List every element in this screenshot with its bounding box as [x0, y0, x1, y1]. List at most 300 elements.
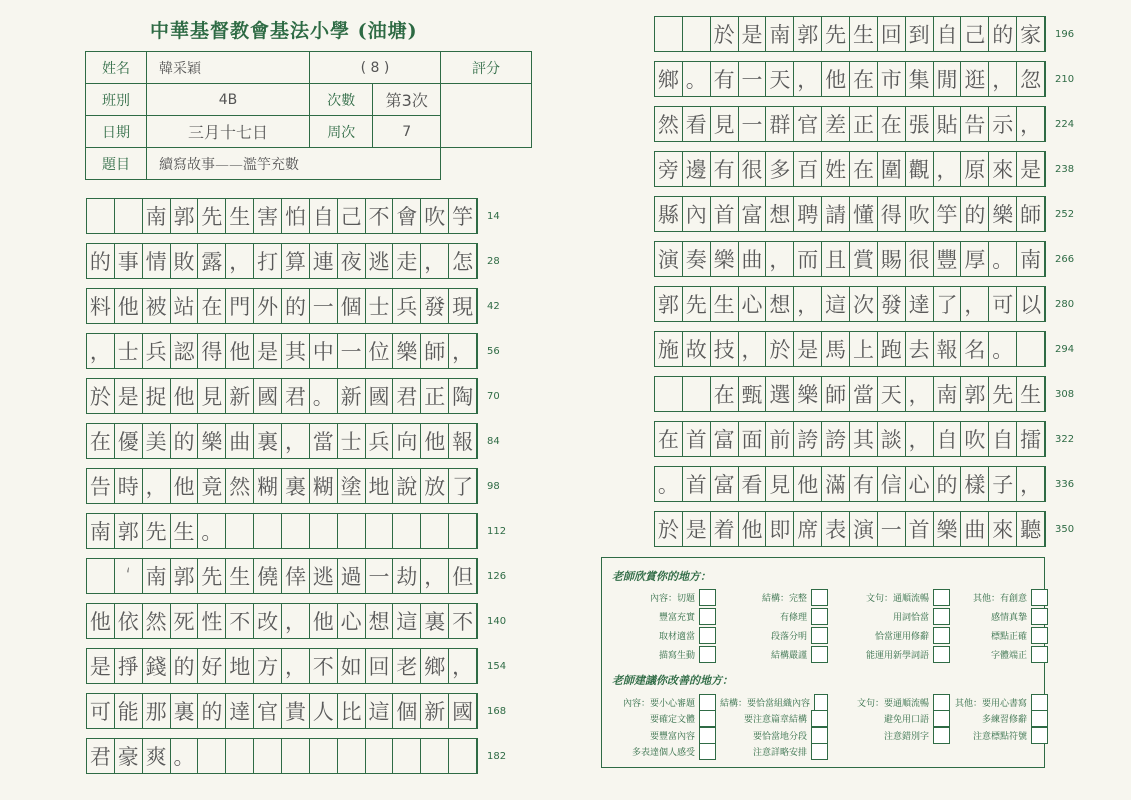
essay-cell: 新 [421, 694, 449, 728]
essay-cell: ， [766, 242, 794, 276]
essay-cell: 然 [143, 604, 171, 638]
essay-cell: 他 [822, 62, 850, 96]
checklist-label: 感情真摯 [990, 613, 1027, 623]
checkbox[interactable] [699, 694, 716, 711]
essay-cell [254, 739, 282, 773]
essay-cell [338, 739, 366, 773]
checkbox[interactable] [811, 608, 828, 625]
essay-row [86, 738, 507, 774]
essay-row [654, 511, 1075, 547]
essay-cell: 竽 [934, 197, 962, 231]
essay-cell: 依 [115, 604, 143, 638]
essay-cell: 賞 [850, 242, 878, 276]
essay-cell: 在 [878, 107, 906, 141]
essay-cell: 夜 [338, 244, 366, 278]
essay-cell: ， [794, 287, 822, 321]
essay-cell: 兵 [143, 334, 171, 368]
essay-grid-right [654, 16, 1075, 556]
essay-cell: 說 [393, 469, 421, 503]
checklist-item [720, 711, 832, 728]
essay-cell: 着 [711, 512, 739, 546]
checkbox[interactable] [811, 646, 828, 663]
essay-cell: 滿 [822, 467, 850, 501]
essay-cell: 了 [934, 287, 962, 321]
essay-cell: 生 [850, 17, 878, 51]
essay-cell: ， [421, 559, 449, 593]
checklist-item [608, 711, 720, 728]
essay-cell: 不 [226, 604, 254, 638]
essay-cell: 算 [282, 244, 310, 278]
essay-cell: 情 [143, 244, 171, 278]
essay-cell: 。 [989, 242, 1017, 276]
essay-cell: 樂 [934, 512, 962, 546]
essay-row [86, 423, 500, 459]
essay-cell: 席 [794, 512, 822, 546]
checklist-label: 描寫生動 [658, 651, 695, 661]
essay-cell: 竽 [449, 199, 477, 233]
essay-cell: 他 [115, 289, 143, 323]
essay-cell: 且 [822, 242, 850, 276]
essay-cell [366, 739, 394, 773]
name-label: 姓名 [86, 52, 147, 84]
checklist-label: 結構：完整 [761, 594, 807, 604]
essay-cell [393, 739, 421, 773]
essay-cell: 差 [822, 107, 850, 141]
essay-cell: 他 [794, 467, 822, 501]
checkbox[interactable] [699, 627, 716, 644]
char-count-label: 140 [487, 616, 507, 627]
essay-cell: 一 [739, 107, 767, 141]
essay-cell: 縣 [655, 197, 683, 231]
essay-cell: 的 [87, 244, 115, 278]
char-count-label: 294 [1055, 344, 1075, 355]
essay-cell: 信 [878, 467, 906, 501]
essay-cell [87, 559, 115, 593]
essay-cell: 倖 [282, 559, 310, 593]
essay-cell: 在 [850, 62, 878, 96]
essay-cell: 發 [878, 287, 906, 321]
checkbox[interactable] [933, 608, 950, 625]
essay-cell: 害 [254, 199, 282, 233]
char-count-label: 308 [1055, 389, 1075, 400]
essay-cell: 的 [961, 197, 989, 231]
improve-title: 老師建議你改善的地方： [612, 674, 733, 687]
essay-row [86, 333, 500, 369]
char-count-label: 196 [1055, 29, 1075, 40]
essay-cell: 料 [87, 289, 115, 323]
essay-cell: 百 [794, 152, 822, 186]
checkbox[interactable] [933, 710, 950, 727]
score-box [441, 84, 532, 148]
essay-cell: 的 [171, 649, 199, 683]
essay-cell: 有 [711, 62, 739, 96]
essay-cell: 自 [934, 422, 962, 456]
essay-cell: 中 [310, 334, 338, 368]
student-info-table [85, 51, 532, 180]
essay-cell: 樂 [989, 197, 1017, 231]
essay-row [86, 558, 507, 594]
essay-cell: 美 [143, 424, 171, 458]
essay-cell: ， [282, 424, 310, 458]
checklist-item [832, 626, 954, 645]
essay-cell: 。 [171, 739, 199, 773]
checklist-item [954, 727, 1052, 744]
checklist-item [954, 645, 1052, 664]
essay-cell: 會 [393, 199, 421, 233]
essay-cell: 到 [906, 17, 934, 51]
essay-cell: 君 [393, 379, 421, 413]
essay-cell: 然 [655, 107, 683, 141]
essay-cell: 樂 [198, 424, 226, 458]
checklist-label: 避免用口語 [883, 715, 929, 726]
essay-cell: 的 [171, 424, 199, 458]
essay-cell: 生 [226, 199, 254, 233]
essay-cell: 。 [655, 467, 683, 501]
checkbox[interactable] [933, 646, 950, 663]
essay-cell: 先 [683, 287, 711, 321]
essay-row [654, 16, 1075, 52]
topic-value: 續寫故事——濫竽充數 [147, 148, 441, 180]
char-count-label: 168 [487, 706, 507, 717]
essay-cell [655, 377, 683, 411]
essay-cell: 告 [961, 107, 989, 141]
essay-row [654, 286, 1075, 322]
essay-cell: 一 [366, 559, 394, 593]
essay-row [654, 151, 1075, 187]
char-count-label: 98 [487, 481, 500, 492]
essay-cell: 市 [878, 62, 906, 96]
essay-cell: 這 [393, 604, 421, 638]
essay-cell: 士 [366, 289, 394, 323]
char-count-label: 28 [487, 256, 500, 267]
essay-row [86, 603, 507, 639]
essay-cell: 想 [766, 287, 794, 321]
essay-cell: 得 [878, 197, 906, 231]
checklist-item [608, 694, 720, 711]
essay-cell: 是 [739, 17, 767, 51]
essay-cell: 在 [655, 422, 683, 456]
essay-cell: 比 [338, 694, 366, 728]
essay-cell: 己 [338, 199, 366, 233]
essay-cell: 曲 [961, 512, 989, 546]
checklist-label: 結構嚴謹 [770, 651, 807, 661]
essay-row [654, 61, 1075, 97]
checklist-item [832, 711, 954, 728]
essay-cell: 邊 [683, 152, 711, 186]
topic-label: 題目 [86, 148, 147, 180]
essay-cell: 懂 [850, 197, 878, 231]
essay-cell: 首 [711, 197, 739, 231]
essay-cell: 但 [449, 559, 477, 593]
essay-cell: 看 [683, 107, 711, 141]
week-label: 周次 [310, 116, 373, 148]
checkbox[interactable] [699, 646, 716, 663]
essay-cell: 新 [226, 379, 254, 413]
checklist-label: 多表達個人感受 [631, 748, 695, 759]
essay-cell: 位 [366, 334, 394, 368]
essay-cell: 跑 [878, 332, 906, 366]
essay-cell: 人 [310, 694, 338, 728]
essay-cell: 是 [87, 649, 115, 683]
essay-cell: 在 [711, 377, 739, 411]
char-count-label: 350 [1055, 524, 1075, 535]
checklist-item [608, 607, 720, 626]
char-count-label: 112 [487, 526, 507, 537]
essay-cell: 個 [393, 694, 421, 728]
essay-cell: 糊 [310, 469, 338, 503]
essay-cell [655, 17, 683, 51]
essay-cell: 馬 [822, 332, 850, 366]
essay-row [86, 693, 507, 729]
essay-cell: 富 [739, 197, 767, 231]
essay-cell: 名 [961, 332, 989, 366]
essay-cell: ， [87, 334, 115, 368]
checkbox[interactable] [1031, 646, 1048, 663]
essay-cell: 士 [338, 424, 366, 458]
essay-cell: 豐 [934, 242, 962, 276]
essay-cell: 。 [310, 379, 338, 413]
essay-cell: 這 [366, 694, 394, 728]
essay-cell: 過 [338, 559, 366, 593]
essay-cell: 天 [878, 377, 906, 411]
left-page [0, 0, 565, 800]
essay-cell: 樂 [711, 242, 739, 276]
essay-cell: 子 [989, 467, 1017, 501]
essay-cell: 好 [198, 649, 226, 683]
checkbox[interactable] [699, 710, 716, 727]
essay-cell: 心 [739, 287, 767, 321]
essay-cell: 認 [171, 334, 199, 368]
essay-cell [310, 514, 338, 548]
checklist-item [954, 588, 1052, 607]
essay-cell: 師 [421, 334, 449, 368]
essay-cell: 誇 [794, 422, 822, 456]
essay-cell: 他 [171, 379, 199, 413]
essay-cell: 富 [711, 467, 739, 501]
essay-cell: 打 [254, 244, 282, 278]
checklist-label: 結構：要恰當組織內容 [720, 698, 811, 709]
essay-cell: 心 [906, 467, 934, 501]
essay-cell: ， [143, 469, 171, 503]
essay-cell: 見 [198, 379, 226, 413]
essay-cell: 樂 [794, 377, 822, 411]
essay-cell: ， [906, 422, 934, 456]
essay-cell: 一 [310, 289, 338, 323]
essay-cell: 己 [961, 17, 989, 51]
teacher-evaluation-box [601, 557, 1045, 768]
essay-cell: 樂 [393, 334, 421, 368]
essay-row [654, 106, 1075, 142]
checklist-label: 內容：切題 [649, 594, 695, 604]
essay-cell: 先 [198, 199, 226, 233]
essay-cell: 很 [739, 152, 767, 186]
checkbox[interactable] [811, 743, 828, 760]
checkbox[interactable] [699, 727, 716, 744]
checkbox[interactable] [811, 710, 828, 727]
essay-cell [449, 514, 477, 548]
checklist-item [832, 645, 954, 664]
essay-cell: 一 [338, 334, 366, 368]
essay-cell: 那 [143, 694, 171, 728]
checkbox[interactable] [933, 589, 950, 606]
checkbox[interactable] [1031, 694, 1048, 711]
checklist-item [720, 694, 832, 711]
char-count-label: 266 [1055, 254, 1075, 265]
essay-cell: 他 [310, 604, 338, 638]
essay-cell: 郭 [794, 17, 822, 51]
essay-cell: 一 [878, 512, 906, 546]
essay-cell: 有 [850, 467, 878, 501]
essay-cell: 擂 [1017, 422, 1045, 456]
essay-cell: 演 [655, 242, 683, 276]
essay-row [86, 378, 500, 414]
char-count-label: 224 [1055, 119, 1075, 130]
essay-cell [282, 739, 310, 773]
checkbox[interactable] [814, 694, 828, 711]
checklist-label: 要注意篇章結構 [743, 715, 807, 726]
essay-cell: 於 [766, 332, 794, 366]
essay-cell: 於 [655, 512, 683, 546]
essay-cell: 圍 [878, 152, 906, 186]
essay-cell: ， [961, 287, 989, 321]
essay-cell: 他 [171, 469, 199, 503]
checkbox[interactable] [1031, 710, 1048, 727]
checklist-item [608, 744, 720, 761]
essay-cell: 家 [1017, 17, 1045, 51]
checklist-item [954, 744, 1052, 761]
essay-cell: 次 [850, 287, 878, 321]
essay-cell: 內 [683, 197, 711, 231]
essay-cell: 得 [198, 334, 226, 368]
checklist-label: 要豐富內容 [649, 731, 695, 742]
essay-cell: 郭 [115, 514, 143, 548]
checklist-label: 內容：要小心審題 [622, 698, 695, 709]
essay-cell: 吹 [961, 422, 989, 456]
essay-cell: 師 [1017, 197, 1045, 231]
char-count-label: 14 [487, 211, 500, 222]
essay-cell [310, 739, 338, 773]
essay-cell: 表 [822, 512, 850, 546]
essay-cell: 個 [338, 289, 366, 323]
essay-cell [393, 514, 421, 548]
essay-cell: 奏 [683, 242, 711, 276]
essay-cell: ， [421, 244, 449, 278]
essay-cell: ， [449, 334, 477, 368]
checklist-label: 有條理 [779, 613, 807, 623]
essay-cell: 前 [766, 422, 794, 456]
checklist-label: 用詞恰當 [892, 613, 929, 623]
essay-row [654, 376, 1075, 412]
checkbox[interactable] [699, 608, 716, 625]
essay-cell: 國 [366, 379, 394, 413]
essay-cell: 怕 [282, 199, 310, 233]
essay-cell: 貼 [934, 107, 962, 141]
essay-cell: 首 [683, 422, 711, 456]
essay-cell: 天 [766, 62, 794, 96]
essay-cell [226, 739, 254, 773]
checkbox[interactable] [811, 589, 828, 606]
essay-cell: 國 [254, 379, 282, 413]
essay-cell: 吹 [906, 197, 934, 231]
checkbox[interactable] [933, 694, 950, 711]
checkbox[interactable] [1031, 727, 1048, 744]
essay-cell: 露 [198, 244, 226, 278]
essay-cell: 看 [739, 467, 767, 501]
essay-cell: 被 [143, 289, 171, 323]
essay-cell: 裏 [171, 694, 199, 728]
essay-cell: 富 [711, 422, 739, 456]
checkbox[interactable] [933, 727, 950, 744]
essay-cell: 新 [338, 379, 366, 413]
checkbox[interactable] [699, 589, 716, 606]
essay-cell: 群 [766, 107, 794, 141]
essay-row [86, 288, 500, 324]
checkbox[interactable] [811, 727, 828, 744]
checklist-label: 注意標點符號 [972, 731, 1027, 742]
checklist-item [608, 588, 720, 607]
essay-cell: 他 [226, 334, 254, 368]
essay-cell: 達 [226, 694, 254, 728]
essay-cell: ， [906, 377, 934, 411]
essay-row [654, 466, 1075, 502]
essay-cell: 的 [198, 694, 226, 728]
checkbox[interactable] [699, 743, 716, 760]
checkbox[interactable] [1031, 627, 1048, 644]
checklist-label: 取材適當 [658, 632, 695, 642]
checklist-label: 其他：要用心書寫 [954, 698, 1027, 709]
essay-cell: ， [1017, 467, 1045, 501]
essay-cell: 技 [711, 332, 739, 366]
checkbox[interactable] [1031, 608, 1048, 625]
essay-cell: 他 [87, 604, 115, 638]
checkbox[interactable] [1031, 589, 1048, 606]
essay-row [654, 331, 1075, 367]
topic-blank [441, 148, 532, 180]
char-count-label: 280 [1055, 299, 1075, 310]
checkbox[interactable] [811, 627, 828, 644]
school-title: 中華基督教會基法小學 (油塘) [150, 20, 418, 42]
essay-cell [421, 514, 449, 548]
essay-cell: 姓 [822, 152, 850, 186]
checklist-item [608, 727, 720, 744]
essay-cell: 這 [822, 287, 850, 321]
checklist-item [720, 588, 832, 607]
essay-cell: 南 [1017, 242, 1045, 276]
essay-cell: 生 [1017, 377, 1045, 411]
essay-cell [1017, 332, 1045, 366]
essay-cell: 聽 [1017, 512, 1045, 546]
essay-cell: 站 [171, 289, 199, 323]
essay-cell: 選 [766, 377, 794, 411]
char-count-label: 238 [1055, 164, 1075, 175]
checklist-label: 要確定文體 [649, 715, 695, 726]
checklist-item [832, 607, 954, 626]
essay-cell: 面 [739, 422, 767, 456]
essay-cell [115, 199, 143, 233]
essay-cell: 其 [282, 334, 310, 368]
char-count-label: 42 [487, 301, 500, 312]
essay-cell: ， [934, 152, 962, 186]
checkbox[interactable] [933, 627, 950, 644]
essay-cell: 兵 [393, 289, 421, 323]
essay-cell: 厚 [961, 242, 989, 276]
checklist-label: 文句：要通順流暢 [856, 698, 929, 709]
essay-cell: ， [739, 332, 767, 366]
checklist-label: 標點正確 [990, 632, 1027, 642]
essay-cell: 他 [421, 424, 449, 458]
essay-cell: ， [794, 62, 822, 96]
essay-cell: 南 [766, 17, 794, 51]
